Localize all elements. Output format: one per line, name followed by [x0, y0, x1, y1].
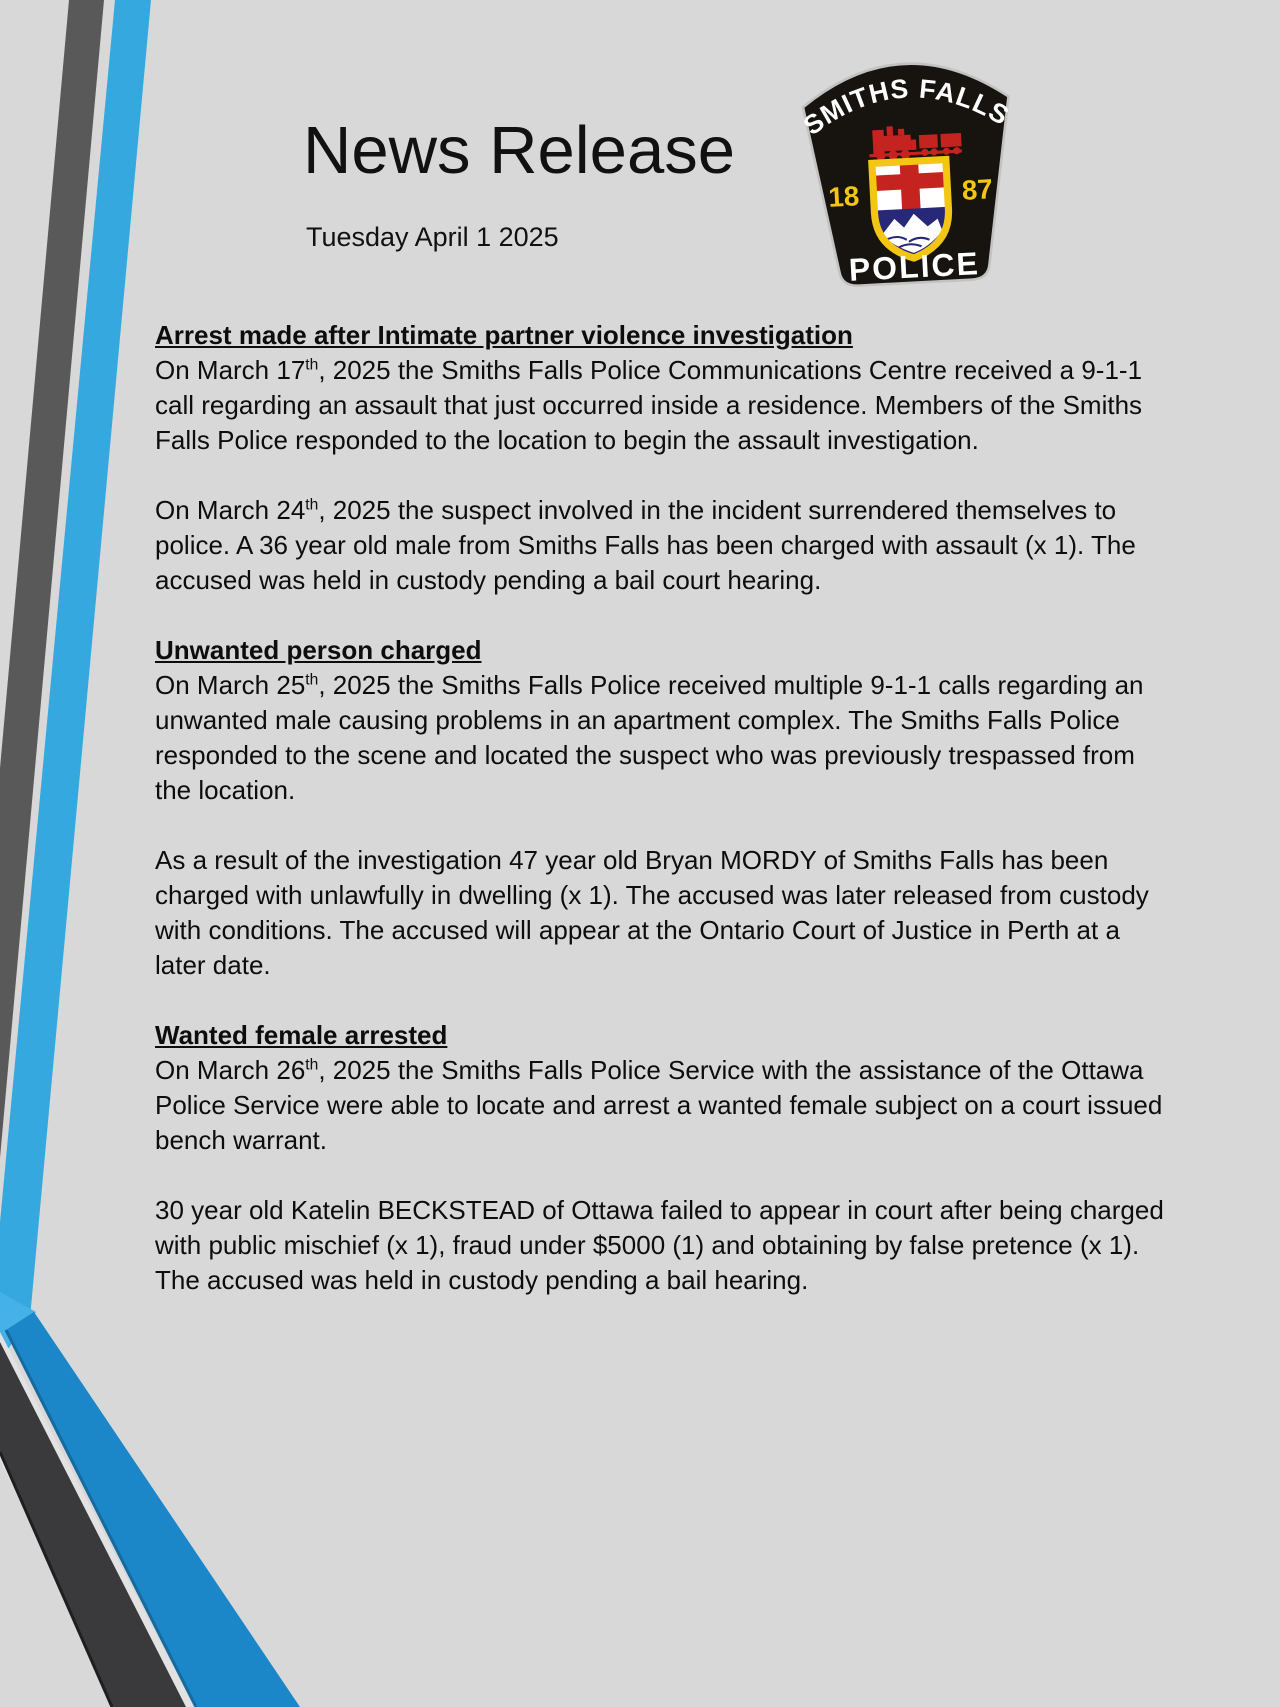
crest-shield — [872, 159, 951, 259]
paragraph-text: On March 17 — [155, 355, 306, 385]
paragraph-text: , 2025 the Smiths Falls Police Communications Centre received a 9-1-1 call regarding an assault that just occurred inside a residence. Members of the Smiths Falls Police responded to the location to begin the assault investigation. — [155, 355, 1143, 455]
paragraph-text: , 2025 the suspect involved in the incident surrendered themselves to police. A 36 year old male from Smiths Falls has been charged with assault (x 1). The accused was held in custody pending a bail court hearing. — [155, 495, 1136, 595]
news-section-3 — [155, 1018, 1167, 1298]
paragraph-text: , 2025 the Smiths Falls Police Service with the assistance of the Ottawa Police Service were able to locate and arrest a wanted female subject on a court issued bench warrant. — [155, 1055, 1163, 1155]
news-section-1 — [155, 318, 1167, 598]
section-heading: Arrest made after Intimate partner violence investigation — [155, 320, 853, 350]
paragraph-text: On March 25 — [155, 670, 306, 700]
section-heading: Unwanted person charged — [155, 635, 482, 665]
section-paragraph — [155, 843, 1167, 983]
paragraph-text: On March 26 — [155, 1055, 306, 1085]
release-date: Tuesday April 1 2025 — [306, 222, 559, 252]
paragraph-text: 30 year old Katelin BECKSTEAD of Ottawa failed to appear in court after being charged with public mischief (x 1), fraud under $5000 (1) and obtaining by false pretence (x 1). The accused was held in custody pending a bail hearing. — [155, 1195, 1164, 1295]
paragraph-text: On March 24 — [155, 495, 306, 525]
section-paragraph — [155, 668, 1167, 808]
ordinal-suffix: th — [305, 496, 319, 514]
police-badge-logo — [789, 32, 1030, 296]
section-paragraph — [155, 1193, 1167, 1298]
section-paragraph — [155, 353, 1167, 458]
paragraph-text: , 2025 the Smiths Falls Police received multiple 9-1-1 calls regarding an unwanted male causing problems in an apartment complex. The Smiths Falls Police responded to the scene and located the suspect who was previously trespassed from the location. — [155, 670, 1144, 805]
section-paragraph — [155, 1053, 1167, 1158]
badge-bottom-text: POLICE — [848, 245, 981, 288]
paragraph-text: As a result of the investigation 47 year old Bryan MORDY of Smiths Falls has been charged with unlawfully in dwelling (x 1). The accused was later released from custody with conditions. The accused will appear at the Ontario Court of Justice in Perth at a later date. — [155, 845, 1149, 980]
section-paragraph — [155, 493, 1167, 598]
release-body — [155, 318, 1167, 1333]
section-heading: Wanted female arrested — [155, 1020, 448, 1050]
news-section-2 — [155, 633, 1167, 983]
badge-year-left: 18 — [827, 180, 861, 213]
ordinal-suffix: th — [305, 671, 319, 689]
ordinal-suffix: th — [305, 356, 319, 374]
badge-year-right: 87 — [961, 173, 994, 206]
page-title: News Release — [303, 113, 735, 188]
badge-top-text: SMITHS FALLS — [797, 73, 1015, 141]
ordinal-suffix: th — [305, 1056, 319, 1074]
